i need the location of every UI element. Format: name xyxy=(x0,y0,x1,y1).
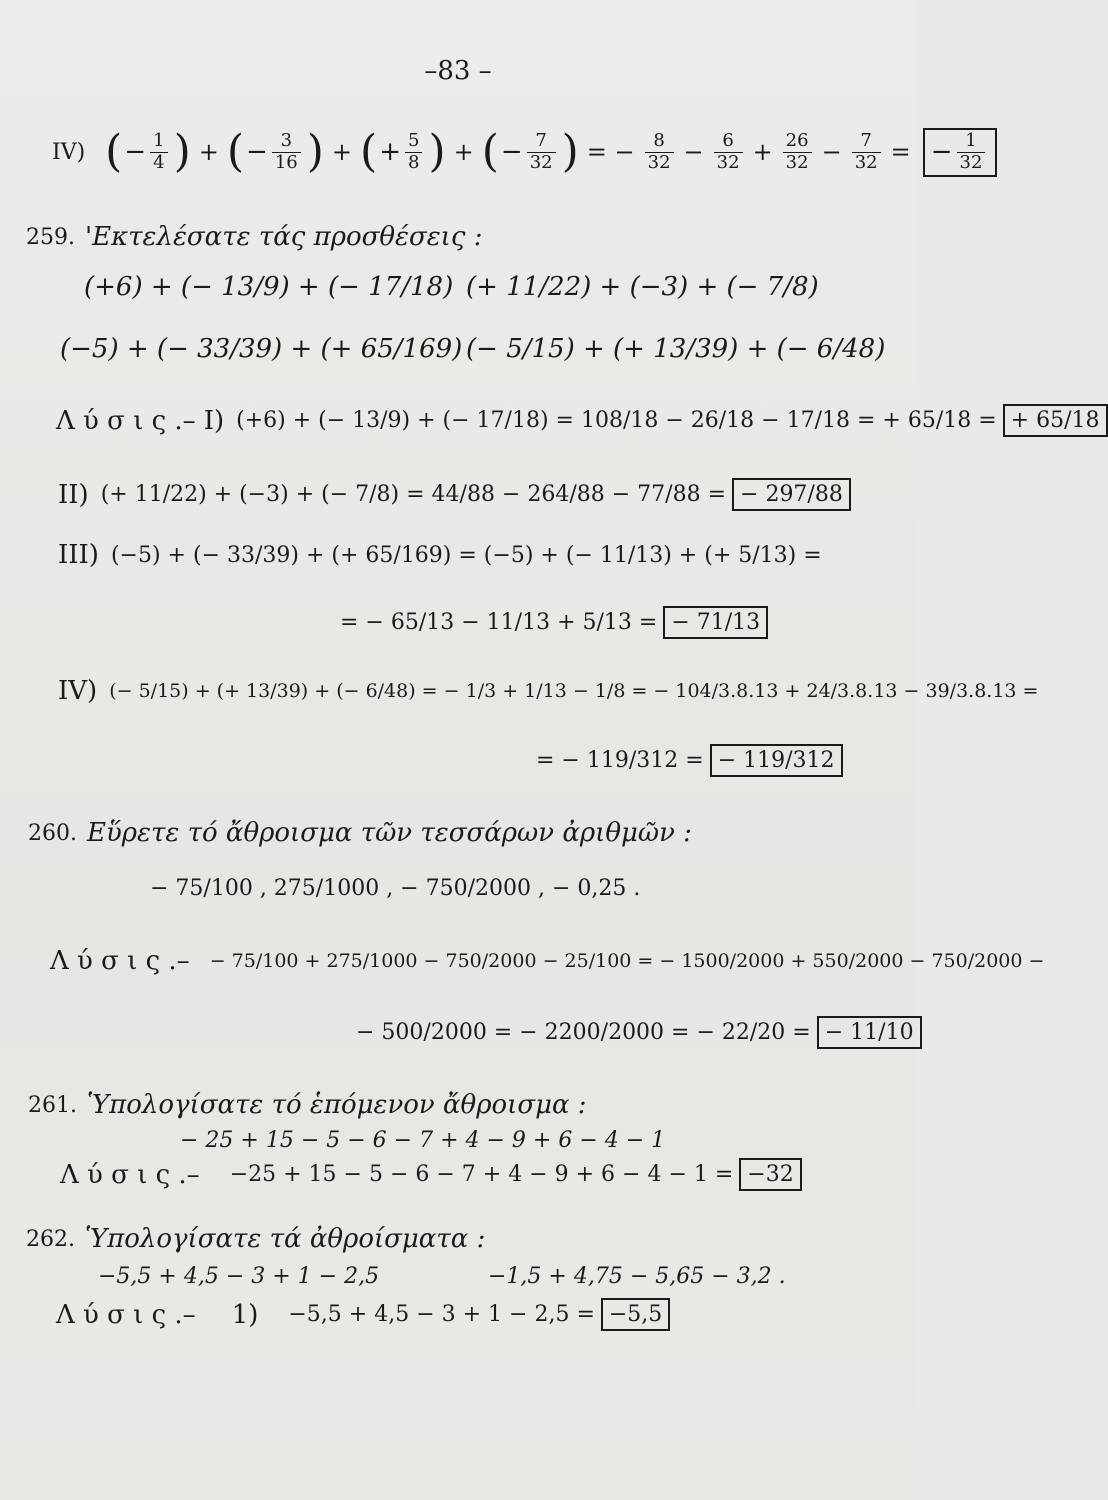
ex-259-b: (+ 11/22) + (−3) + (− 7/8) xyxy=(466,272,819,302)
result-259-IV: − 119/312 xyxy=(710,744,843,777)
result-259-III: − 71/13 xyxy=(663,606,768,639)
lysis-label-260: Λ ύ σ ι ς .– xyxy=(50,946,190,976)
iv-term-1: $\frac{1}{4}$ xyxy=(150,132,167,173)
result-259-I: + 65/18 xyxy=(1003,404,1108,437)
problem-262-expr-b: −1,5 + 4,75 − 5,65 − 3,2 . xyxy=(488,1264,786,1289)
solution-259-III-1 xyxy=(58,540,822,570)
label-262-1: 1) xyxy=(231,1299,259,1330)
ex-259-a: (+6) + (− 13/9) + (− 17/18) xyxy=(84,272,454,302)
problem-262-number: 262. xyxy=(26,1226,75,1252)
solution-259-II xyxy=(58,478,851,511)
line-259-II: (+ 11/22) + (−3) + (− 7/8) = 44/88 − 264/88 − 77/88 = xyxy=(100,482,727,507)
label-259-II: II) xyxy=(58,479,89,510)
problem-260-numbers: − 75/100 , 275/1000 , − 750/2000 , − 0,25 . xyxy=(150,876,641,901)
lysis-label-261: Λ ύ σ ι ς .– xyxy=(60,1159,200,1190)
line-259-I: (+6) + (− 13/9) + (− 17/18) = 108/18 − 26/18 − 17/18 = + 65/18 = xyxy=(236,408,997,433)
line-259-III-1: (−5) + (− 33/39) + (+ 65/169) = (−5) + (− 11/13) + (+ 5/13) = xyxy=(110,542,822,568)
problem-261-expr: − 25 + 15 − 5 − 6 − 7 + 4 − 9 + 6 − 4 − 1 xyxy=(180,1128,666,1153)
problem-259-title: 'Εκτελέσατε τάς προσθέσεις : xyxy=(84,222,483,252)
iv-rhs-3: $\frac{26}{32}$ xyxy=(783,132,812,173)
label-259-III: III) xyxy=(58,540,99,570)
line-259-IV-1: (− 5/15) + (+ 13/39) + (− 6/48) = − 1/3 + 1/13 − 1/8 = − 104/3.8.13 + 24/3.8.13 − 39/3.8.13 = xyxy=(109,680,1039,702)
result-262-1: −5,5 xyxy=(601,1298,670,1331)
iv-top-label: IV) xyxy=(52,139,86,165)
problem-261-number: 261. xyxy=(28,1092,77,1118)
iv-term-2: $\frac{3}{16}$ xyxy=(272,132,301,173)
problem-262-expr-a: −5,5 + 4,5 − 3 + 1 − 2,5 xyxy=(98,1264,380,1289)
line-261: −25 + 15 − 5 − 6 − 7 + 4 − 9 + 6 − 4 − 1 = xyxy=(229,1162,734,1187)
ex-259-d: (− 5/15) + (+ 13/39) + (− 6/48) xyxy=(466,334,886,364)
solution-259-I xyxy=(56,404,1108,437)
solution-262 xyxy=(56,1298,670,1331)
line-260-1: − 75/100 + 275/1000 − 750/2000 − 25/100 = − 1500/2000 + 550/2000 − 750/2000 − xyxy=(209,950,1045,972)
problem-260-title: Εὕρετε τό ἄθροισμα τῶν τεσσάρων ἀριθμῶν : xyxy=(86,818,692,848)
lysis-label-262: Λ ύ σ ι ς .– xyxy=(56,1299,196,1330)
problem-259-heading xyxy=(26,222,482,252)
solution-259-III-2 xyxy=(340,606,768,639)
iv-rhs-1: $\frac{8}{32}$ xyxy=(645,132,674,173)
solution-259-IV-1 xyxy=(58,676,1038,706)
result-261: −32 xyxy=(739,1158,801,1191)
label-259-IV: IV) xyxy=(58,676,98,706)
line-262-1: −5,5 + 4,5 − 3 + 1 − 2,5 = xyxy=(288,1302,595,1327)
iv-term-3: $\frac{5}{8}$ xyxy=(405,132,422,173)
ex-259-c: (−5) + (− 33/39) + (+ 65/169) xyxy=(60,334,463,364)
problem-260-number: 260. xyxy=(28,820,77,846)
line-260-2: − 500/2000 = − 2200/2000 = − 22/20 = xyxy=(356,1020,811,1045)
line-259-III-2: = − 65/13 − 11/13 + 5/13 = xyxy=(340,610,658,635)
label-259-I: I) xyxy=(203,405,225,436)
problem-262-title: Ὑπολογίσατε τά ἀθροίσματα : xyxy=(84,1224,486,1254)
result-260: − 11/10 xyxy=(817,1016,922,1049)
iv-top-line: IV) ( − $\frac{1}{4}$ ) + ( − $\frac{3}{16}$ ) + ( + $\frac{5}{8}$ ) + ( − $\frac{7}{32}$ ) = − $\frac{8}{32}$ − $\frac{6}{32}$ + $\frac{26}{32}$ − $\frac{7}{32}$ = − $\frac{1}{32}$ xyxy=(52,128,997,177)
problem-261-heading xyxy=(28,1090,587,1120)
solution-260-2 xyxy=(356,1016,922,1049)
problem-261-title: Ὑπολογίσατε τό ἑπόμενον ἄθροισμα : xyxy=(86,1090,587,1120)
page-number: –83 – xyxy=(424,56,492,86)
solution-259-IV-2 xyxy=(536,744,843,777)
problem-260-heading xyxy=(28,818,692,848)
lysis-label-259: Λ ύ σ ι ς .– xyxy=(56,405,196,436)
iv-rhs-4: $\frac{7}{32}$ xyxy=(852,132,881,173)
problem-259-number: 259. xyxy=(26,224,75,250)
iv-top-result: − $\frac{1}{32}$ xyxy=(923,128,998,177)
solution-260-1 xyxy=(50,946,1044,976)
iv-term-4: $\frac{7}{32}$ xyxy=(527,132,556,173)
solution-261 xyxy=(60,1158,802,1191)
result-259-II: − 297/88 xyxy=(732,478,851,511)
iv-rhs-2: $\frac{6}{32}$ xyxy=(714,132,743,173)
line-259-IV-2: = − 119/312 = xyxy=(536,748,704,773)
problem-262-heading xyxy=(26,1224,485,1254)
